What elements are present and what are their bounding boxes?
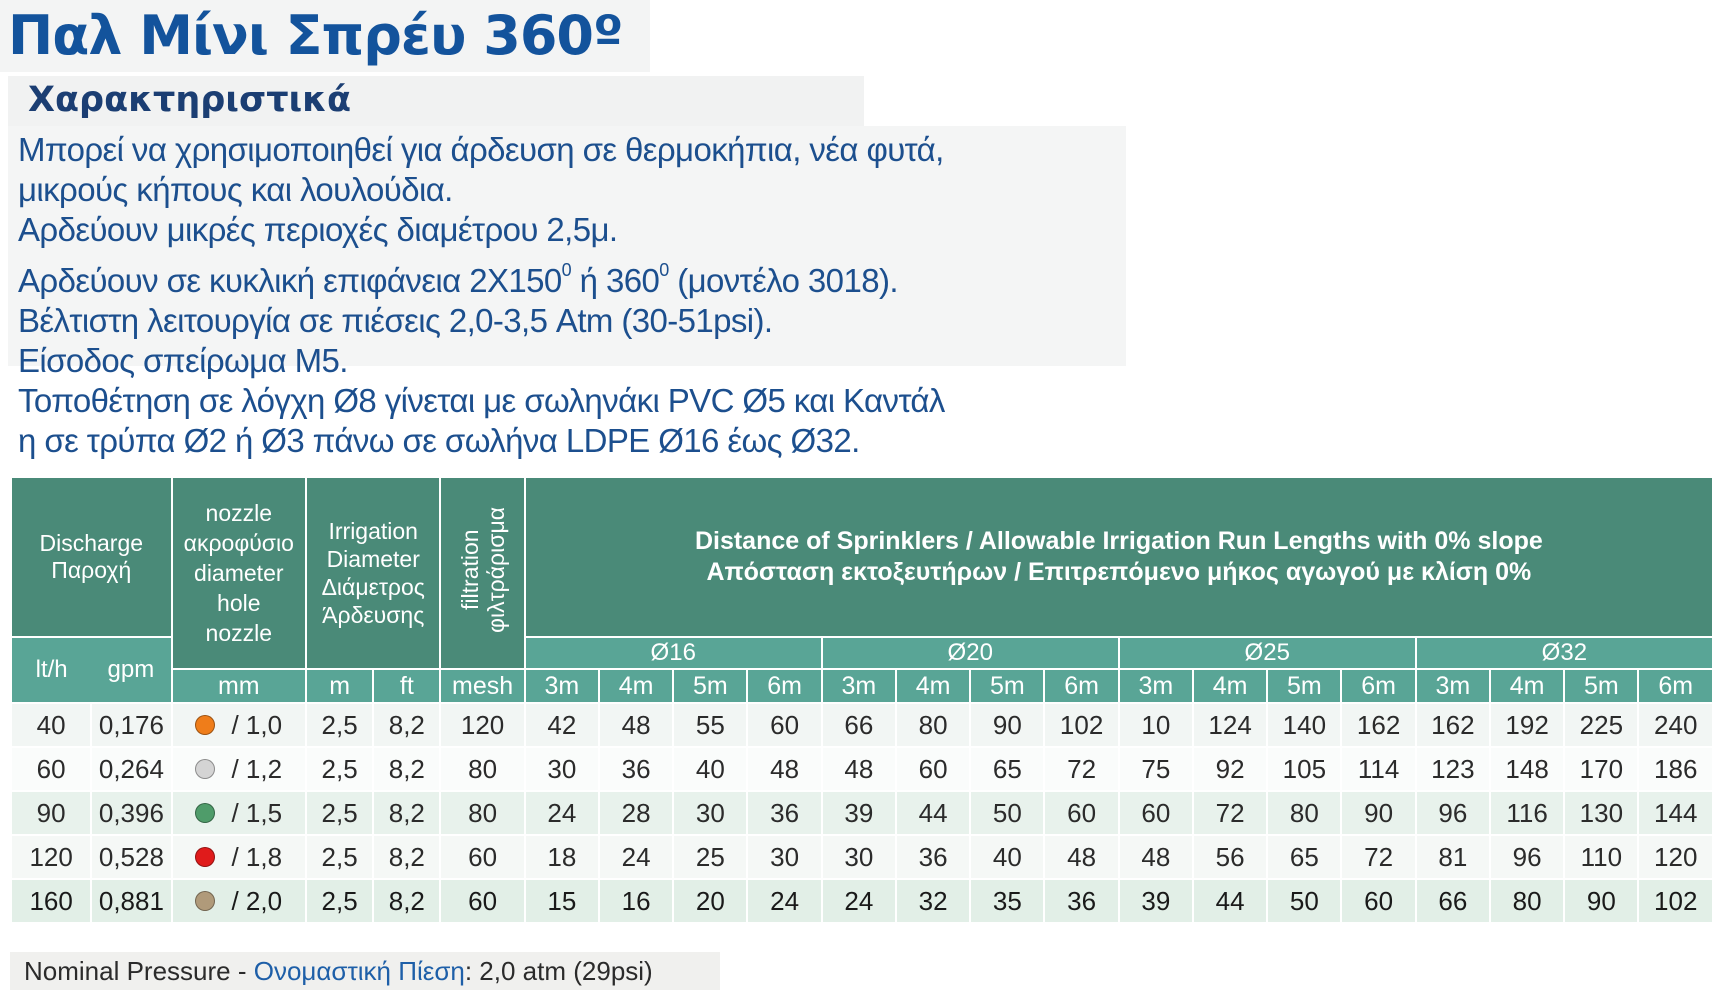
cell-run-length: 42 [525,703,599,747]
cell-run-length: 123 [1416,747,1490,791]
header-text: Άρδευσης [322,602,425,628]
header-text: nozzle [205,620,273,646]
cell-run-length: 40 [970,835,1044,879]
cell-run-length: 90 [1564,879,1638,923]
spacing-header: 6m [1044,669,1118,703]
cell-irrigation-m: 2,5 [306,703,373,747]
nozzle-size: / 1,8 [231,841,283,872]
cell-irrigation-m: 2,5 [306,879,373,923]
cell-irrigation-ft: 8,2 [373,791,440,835]
header-filtration [440,477,524,669]
cell-run-length: 90 [1341,791,1415,835]
cell-run-length: 15 [525,879,599,923]
nozzle-value [195,798,282,828]
cell-run-length: 102 [1638,879,1713,923]
cell-run-length: 35 [970,879,1044,923]
spacing-header: 4m [599,669,673,703]
header-text: ακροφύσιο [183,530,294,556]
cell-run-length: 60 [1341,879,1415,923]
nozzle-value [195,710,282,740]
cell-run-length: 105 [1267,747,1341,791]
cell-run-length: 116 [1490,791,1564,835]
cell-run-length: 10 [1119,703,1193,747]
cell-run-length: 60 [1119,791,1193,835]
table-row [11,835,1713,879]
nozzle-color-dot-icon [195,803,215,823]
cell-run-length: 110 [1564,835,1638,879]
specs-table [10,476,1714,924]
cell-discharge-lth: 120 [11,835,91,879]
header-text: Διάμετρος [321,574,425,600]
unit-mm: mm [172,669,306,703]
cell-run-length: 92 [1193,747,1267,791]
cell-run-length: 225 [1564,703,1638,747]
cell-run-length: 36 [599,747,673,791]
spacing-header: 3m [1119,669,1193,703]
cell-discharge-lth: 60 [11,747,91,791]
cell-irrigation-m: 2,5 [306,747,373,791]
cell-run-length: 20 [673,879,747,923]
unit-mesh: mesh [440,669,524,703]
cell-discharge-lth: 40 [11,703,91,747]
cell-run-length: 32 [896,879,970,923]
unit-gpm: gpm [107,656,155,683]
cell-run-length: 30 [747,835,821,879]
cell-mesh: 60 [440,879,524,923]
header-text: Diameter [326,546,420,572]
cell-run-length: 120 [1638,835,1713,879]
description-line: Είσοδος σπείρωμα Μ5. [18,342,348,379]
cell-run-length: 48 [1044,835,1118,879]
cell-run-length: 81 [1416,835,1490,879]
spacing-header: 5m [1564,669,1638,703]
pipe-diameter-32: Ø32 [1416,637,1713,669]
header-text: nozzle [205,500,273,526]
cell-run-length: 25 [673,835,747,879]
cell-run-length: 124 [1193,703,1267,747]
cell-run-length: 65 [1267,835,1341,879]
description-text: Αρδεύουν σε κυκλική επιφάνεια 2Χ150 [18,262,562,299]
cell-run-length: 16 [599,879,673,923]
cell-discharge-gpm: 0,264 [91,747,171,791]
cell-run-length: 48 [599,703,673,747]
nozzle-size: / 1,2 [231,753,283,784]
cell-run-length: 60 [747,703,821,747]
cell-run-length: 96 [1490,835,1564,879]
cell-run-length: 130 [1564,791,1638,835]
cell-discharge-gpm: 0,176 [91,703,171,747]
cell-run-length: 40 [673,747,747,791]
cell-run-length: 72 [1193,791,1267,835]
table-body [11,703,1713,923]
cell-run-length: 55 [673,703,747,747]
spacing-header: 5m [1267,669,1341,703]
cell-mesh: 80 [440,747,524,791]
cell-run-length: 24 [525,791,599,835]
cell-discharge-lth: 160 [11,879,91,923]
header-text: Discharge [39,530,144,556]
cell-run-length: 162 [1341,703,1415,747]
spacing-header: 4m [896,669,970,703]
cell-run-length: 186 [1638,747,1713,791]
features-heading: Χαρακτηριστικά [28,80,352,120]
cell-nozzle [172,879,306,923]
cell-run-length: 102 [1044,703,1118,747]
description-text: ή 360 [571,262,660,299]
table-row [11,791,1713,835]
cell-mesh: 60 [440,835,524,879]
description-list [18,130,945,461]
cell-run-length: 72 [1044,747,1118,791]
table-row [11,879,1713,923]
spacing-header: 6m [747,669,821,703]
header-text: hole [217,590,261,616]
description-line [18,250,945,301]
cell-nozzle [172,703,306,747]
nozzle-size: / 2,0 [231,885,283,916]
cell-discharge-gpm: 0,396 [91,791,171,835]
cell-run-length: 114 [1341,747,1415,791]
degree-superscript: 0 [659,260,669,280]
pipe-diameter-20: Ø20 [822,637,1119,669]
description-text: (μοντέλο 3018). [668,262,898,299]
cell-run-length: 24 [822,879,896,923]
cell-nozzle [172,791,306,835]
cell-run-length: 192 [1490,703,1564,747]
header-distance [525,477,1713,637]
header-text: Distance of Sprinklers / Allowable Irrigation Run Lengths with 0% slope [694,527,1543,555]
nozzle-color-dot-icon [195,891,215,911]
header-nozzle [172,477,306,669]
cell-run-length: 30 [525,747,599,791]
cell-run-length: 65 [970,747,1044,791]
cell-run-length: 39 [822,791,896,835]
cell-discharge-gpm: 0,881 [91,879,171,923]
cell-run-length: 18 [525,835,599,879]
nozzle-size: / 1,0 [231,709,283,740]
pipe-diameter-16: Ø16 [525,637,822,669]
header-irrigation-diameter [306,477,440,669]
header-text: Irrigation [328,518,418,544]
cell-run-length: 240 [1638,703,1713,747]
cell-irrigation-ft: 8,2 [373,703,440,747]
nozzle-color-dot-icon [195,847,215,867]
table-row [11,747,1713,791]
header-text: φιλτράρισμα [482,507,509,633]
cell-run-length: 56 [1193,835,1267,879]
cell-run-length: 24 [747,879,821,923]
header-text: Απόσταση εκτοξευτήρων / Επιτρεπόμενο μήκος αγωγού με κλίση 0% [706,558,1532,586]
spacing-header: 5m [673,669,747,703]
cell-run-length: 30 [673,791,747,835]
description-line: Τοποθέτηση σε λόγχη Ø8 γίνεται με σωληνάκι PVC Ø5 και Καντάλ [18,382,945,419]
cell-run-length: 30 [822,835,896,879]
header-discharge [11,477,172,637]
cell-run-length: 48 [747,747,821,791]
nozzle-value [195,886,282,916]
cell-run-length: 72 [1341,835,1415,879]
header-vertical-text [457,507,509,633]
spacing-header: 4m [1193,669,1267,703]
cell-run-length: 80 [1490,879,1564,923]
header-unit-lth-gpm-group [11,637,172,703]
nozzle-size: / 1,5 [231,797,283,828]
header-text: filtration [456,529,483,611]
cell-run-length: 44 [896,791,970,835]
cell-run-length: 50 [970,791,1044,835]
cell-run-length: 39 [1119,879,1193,923]
page-title: Παλ Μίνι Σπρέυ 360º [8,4,623,67]
nozzle-color-dot-icon [195,715,215,735]
footer-value: : 2,0 atm (29psi) [464,956,653,986]
cell-nozzle [172,835,306,879]
spacing-header: 6m [1341,669,1415,703]
cell-run-length: 36 [1044,879,1118,923]
cell-run-length: 44 [1193,879,1267,923]
pipe-diameter-25: Ø25 [1119,637,1416,669]
description-line: Βέλτιστη λειτουργία σε πιέσεις 2,0-3,5 Atm (30-51psi). [18,302,773,339]
cell-run-length: 148 [1490,747,1564,791]
spacing-header: 3m [525,669,599,703]
table-row [11,703,1713,747]
spacing-header: 5m [970,669,1044,703]
cell-irrigation-ft: 8,2 [373,879,440,923]
nozzle-value [195,842,282,872]
spacing-header: 3m [822,669,896,703]
cell-nozzle [172,747,306,791]
cell-mesh: 80 [440,791,524,835]
description-line: μικρούς κήπους και λουλούδια. [18,171,453,208]
cell-run-length: 144 [1638,791,1713,835]
cell-run-length: 66 [1416,879,1490,923]
footer-label-en: Nominal Pressure - [24,956,254,986]
cell-run-length: 36 [896,835,970,879]
cell-run-length: 80 [1267,791,1341,835]
cell-run-length: 75 [1119,747,1193,791]
cell-mesh: 120 [440,703,524,747]
description-line: η σε τρύπα Ø2 ή Ø3 πάνω σε σωλήνα LDPE Ø16 έως Ø32. [18,422,860,459]
cell-run-length: 96 [1416,791,1490,835]
degree-superscript: 0 [561,260,572,280]
nozzle-color-dot-icon [195,759,215,779]
nominal-pressure-note [10,952,720,990]
cell-irrigation-m: 2,5 [306,791,373,835]
description-line: Αρδεύουν μικρές περιοχές διαμέτρου 2,5μ. [18,211,618,248]
cell-run-length: 66 [822,703,896,747]
header-text: diameter [194,560,284,586]
cell-run-length: 36 [747,791,821,835]
cell-run-length: 60 [1044,791,1118,835]
cell-run-length: 50 [1267,879,1341,923]
cell-discharge-gpm: 0,528 [91,835,171,879]
unit-ft: ft [373,669,440,703]
footer-label-gr: Ονομαστική Πίεση [253,956,465,986]
cell-run-length: 60 [896,747,970,791]
nozzle-value [195,754,282,784]
header-text: Παροχή [51,557,132,583]
cell-run-length: 140 [1267,703,1341,747]
unit-m: m [306,669,373,703]
cell-run-length: 48 [1119,835,1193,879]
spacing-header: 4m [1490,669,1564,703]
cell-irrigation-ft: 8,2 [373,747,440,791]
cell-run-length: 162 [1416,703,1490,747]
cell-run-length: 80 [896,703,970,747]
spacing-header: 6m [1638,669,1713,703]
cell-run-length: 170 [1564,747,1638,791]
description-line: Μπορεί να χρησιμοποιηθεί για άρδευση σε θερμοκήπια, νέα φυτά, [18,131,944,168]
cell-run-length: 28 [599,791,673,835]
cell-irrigation-m: 2,5 [306,835,373,879]
cell-discharge-lth: 90 [11,791,91,835]
cell-run-length: 24 [599,835,673,879]
unit-lth: lt/h [35,656,68,683]
cell-irrigation-ft: 8,2 [373,835,440,879]
spacing-header: 3m [1416,669,1490,703]
cell-run-length: 90 [970,703,1044,747]
cell-run-length: 48 [822,747,896,791]
